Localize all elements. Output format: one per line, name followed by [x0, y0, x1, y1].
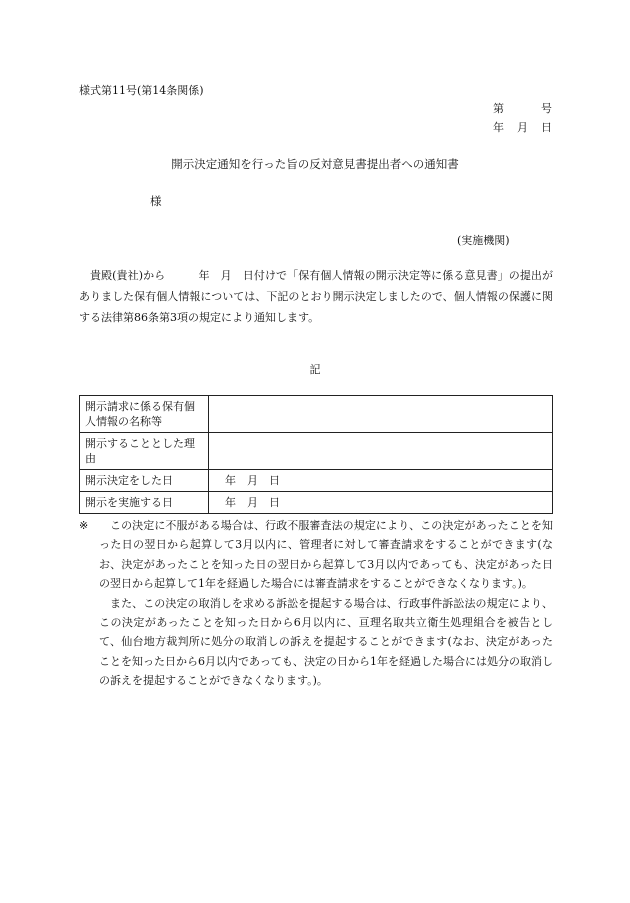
notes — [79, 516, 553, 691]
note-mark: ※ — [79, 519, 89, 532]
issuing-agency: (実施機関) — [457, 234, 510, 247]
row-value: 年 月 日 — [209, 470, 553, 492]
body-paragraph — [79, 265, 553, 328]
row-value: 年 月 日 — [209, 492, 553, 514]
row-label: 開示を実施する日 — [80, 492, 209, 514]
body-text: 貴殿(貴社)から 年 月 日付けで「保有個人情報の開示決定等に係る意見書」の提出がありました保有個人情報については、下記のとおり開示決定しましたので、個人情報の保護に関する法律第86条第3項の規定により通知します。 — [79, 269, 553, 324]
row-label: 開示することとした理由 — [80, 433, 209, 470]
row-label: 開示請求に係る保有個人情報の名称等 — [80, 396, 209, 433]
note-text-2: また、この決定の取消しを求める訴訟を提起する場合は、行政事件訴訟法の規定により、この決定があったことを知った日から6月以内に、亘理名取共立衛生処理組合を被告として、仙台地方裁判所に処分の取消しの訴えを提起することができます(なお、決定があったことを知った日から6月以内であっても、決定の日から1年を経過した場合には処分の取消しの訴えを提起することができなくなります。)。 — [99, 596, 553, 688]
table-row — [80, 492, 553, 514]
ki-heading: 記 — [309, 363, 321, 376]
form-number: 様式第11号(第14条関係) — [79, 84, 204, 97]
document-title: 開示決定通知を行った旨の反対意見書提出者への通知書 — [171, 157, 459, 171]
row-value — [209, 396, 553, 433]
row-value — [209, 433, 553, 470]
table-row — [80, 470, 553, 492]
note-text: この決定に不服がある場合は、行政不服審査法の規定により、この決定があったことを知った日の翌日から起算して3月以内に、管理者に対して審査請求をすることができます(なお、決定があったことを知った日の翌日から起算して3月以内であっても、決定があった日の翌日から起算して1年を経過した場合には審査請求をすることができなくなります。)。 — [99, 519, 553, 591]
row-label: 開示決定をした日 — [80, 470, 209, 492]
table-row — [80, 433, 553, 470]
addressee: 様 — [150, 194, 162, 208]
table-row — [80, 396, 553, 433]
document-number: 第 号 — [493, 102, 553, 115]
decision-table — [79, 395, 553, 514]
note-item — [79, 516, 553, 594]
document-date: 年 月 日 — [493, 121, 553, 134]
